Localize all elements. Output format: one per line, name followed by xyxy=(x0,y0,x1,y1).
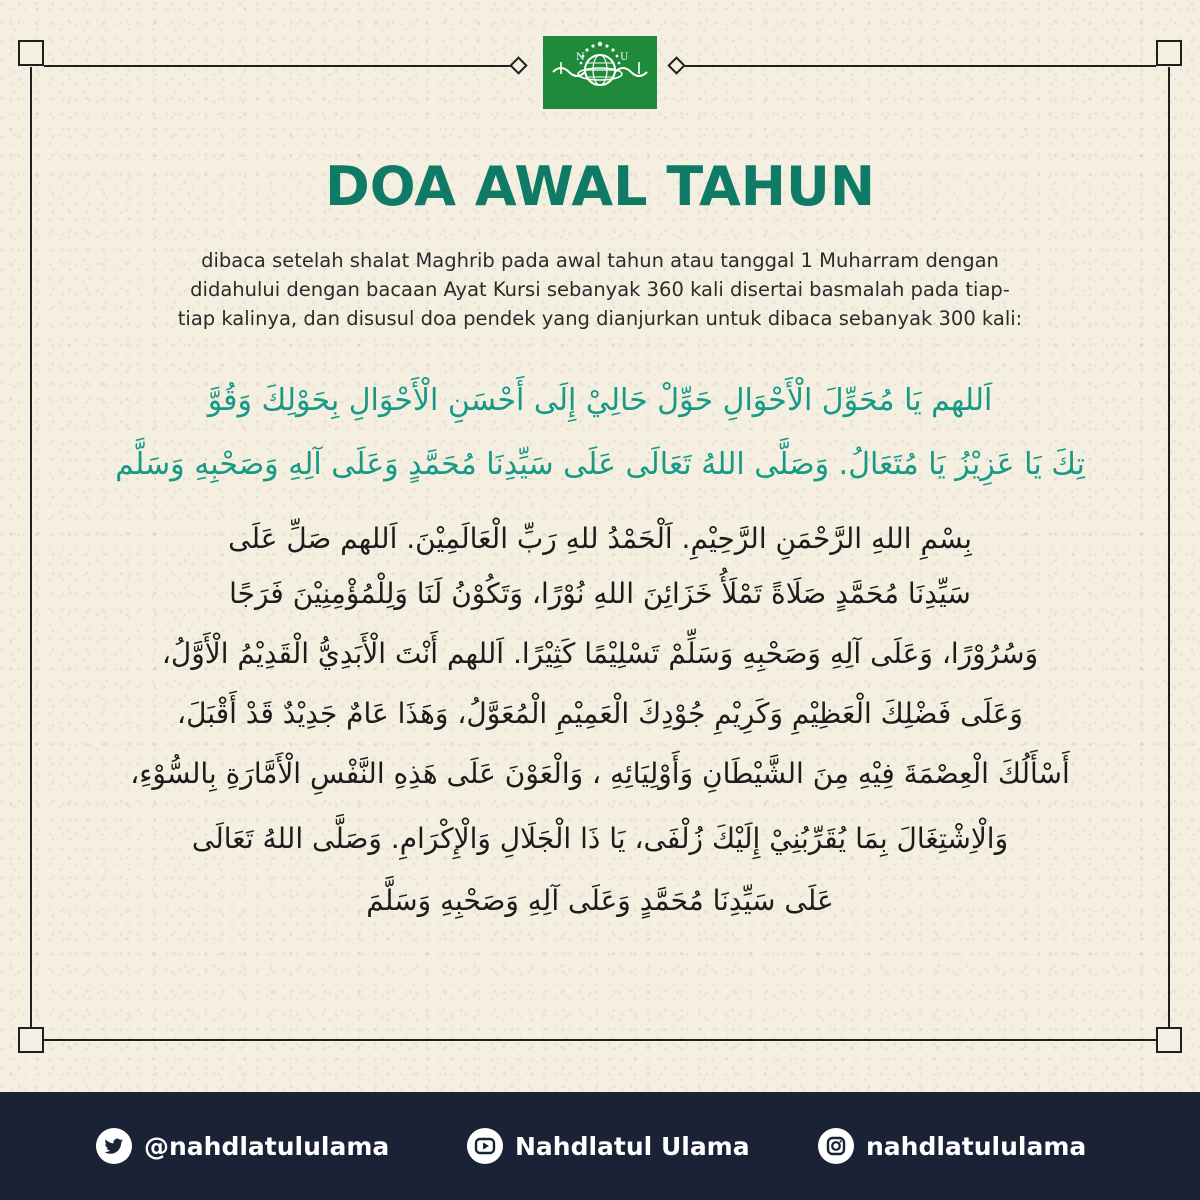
page-title: DOA AWAL TAHUN xyxy=(324,155,876,218)
twitter-label: @nahdlatululama xyxy=(144,1131,390,1161)
frame-top-left-line xyxy=(44,65,516,67)
frame-diamond-left xyxy=(509,56,527,74)
frame-corner-bottom-right xyxy=(1156,1027,1182,1053)
main-doa-line: وَعَلَى فَضْلِكَ الْعَظِيْمِ وَكَرِيْمِ جُوْدِكَ الْعَمِيْمِ الْمُعَوَّلُ، وَهَذَا عَامٌ جَدِيْدٌ قَدْ أَقْبَلَ، xyxy=(177,697,1023,730)
frame-corner-bottom-left xyxy=(18,1027,44,1053)
youtube-label: Nahdlatul Ulama xyxy=(515,1131,750,1161)
intro-line: tiap kalinya, dan disusul doa pendek yang dianjurkan untuk dibaca sebanyak 300 kali: xyxy=(177,307,1023,330)
logo-letter-u: U xyxy=(620,52,629,63)
youtube-link[interactable] xyxy=(467,1127,750,1165)
intro-paragraph xyxy=(110,246,1090,333)
short-doa-line: اَللهم يَا مُحَوِّلَ الْأَحْوَالِ حَوِّلْ حَالِيْ إِلَى أَحْسَنِ الْأَحْوَالِ بِحَوْلِكَ وَقُوَّ xyxy=(207,383,993,418)
instagram-icon xyxy=(818,1128,854,1164)
frame-diamond-right xyxy=(667,56,685,74)
frame-corner-top-right xyxy=(1156,40,1182,66)
short-doa-line: تِكَ يَا عَزِيْزُ يَا مُتَعَالُ. وَصَلَّى اللهُ تَعَالَى عَلَى سَيِّدِنَا مُحَمَّدٍ وَعَلَى آلِهِ وَصَحْبِهِ وَسَلَّم xyxy=(115,447,1085,482)
frame-corner-top-left xyxy=(18,40,44,66)
nu-globe-logo-icon xyxy=(543,36,657,109)
twitter-link[interactable] xyxy=(96,1127,389,1165)
youtube-icon xyxy=(467,1128,503,1164)
frame-bottom-line xyxy=(44,1039,1156,1041)
main-doa-line: بِسْمِ اللهِ الرَّحْمَنِ الرَّحِيْمِ. اَلْحَمْدُ للهِ رَبِّ الْعَالَمِيْنَ. اَللهم صَلِّ عَلَى xyxy=(228,522,972,555)
intro-line: dibaca setelah shalat Maghrib pada awal tahun atau tanggal 1 Muharram dengan xyxy=(201,249,999,272)
main-doa-line: سَيِّدِنَا مُحَمَّدٍ صَلَاةً تَمْلَأُ خَزَائِنَ اللهِ نُوْرًا، وَتَكُوْنُ لَنَا وَلِلْمُؤْمِنِيْنَ فَرَجًا xyxy=(229,577,971,610)
instagram-label: nahdlatululama xyxy=(866,1131,1087,1161)
main-doa-line: وَسُرُوْرًا، وَعَلَى آلِهِ وَصَحْبِهِ وَسَلِّمْ تَسْلِيْمًا كَثِيْرًا. اَللهم أَنْتَ الْأَبَدِيُّ الْقَدِيْمُ الْأَوَّلُ، xyxy=(161,637,1039,670)
main-doa-line: أَسْأَلُكَ الْعِصْمَةَ فِيْهِ مِنَ الشَّيْطَانِ وَأَوْلِيَائِهِ ، وَالْعَوْنَ عَلَى هَذِهِ النَّفْسِ الْأَمَّارَةِ بِالسُّوْءِ، xyxy=(130,757,1070,790)
main-doa-line: عَلَى سَيِّدِنَا مُحَمَّدٍ وَعَلَى آلِهِ وَصَحْبِهِ وَسَلَّمَ xyxy=(366,884,834,917)
logo-letter-n: N xyxy=(576,52,585,63)
intro-line: didahului dengan bacaan Ayat Kursi sebanyak 360 kali disertai basmalah pada tiap- xyxy=(190,278,1010,301)
main-doa-line: وَالْاِشْتِغَالَ بِمَا يُقَرِّبُنِيْ إِلَيْكَ زُلْفَى، يَا ذَا الْجَلَالِ وَالْإِكْرَامِ. وَصَلَّى اللهُ تَعَالَى xyxy=(191,822,1009,855)
instagram-link[interactable] xyxy=(818,1127,1086,1165)
nu-logo xyxy=(543,36,657,109)
twitter-icon xyxy=(96,1128,132,1164)
frame-top-right-line xyxy=(684,65,1156,67)
